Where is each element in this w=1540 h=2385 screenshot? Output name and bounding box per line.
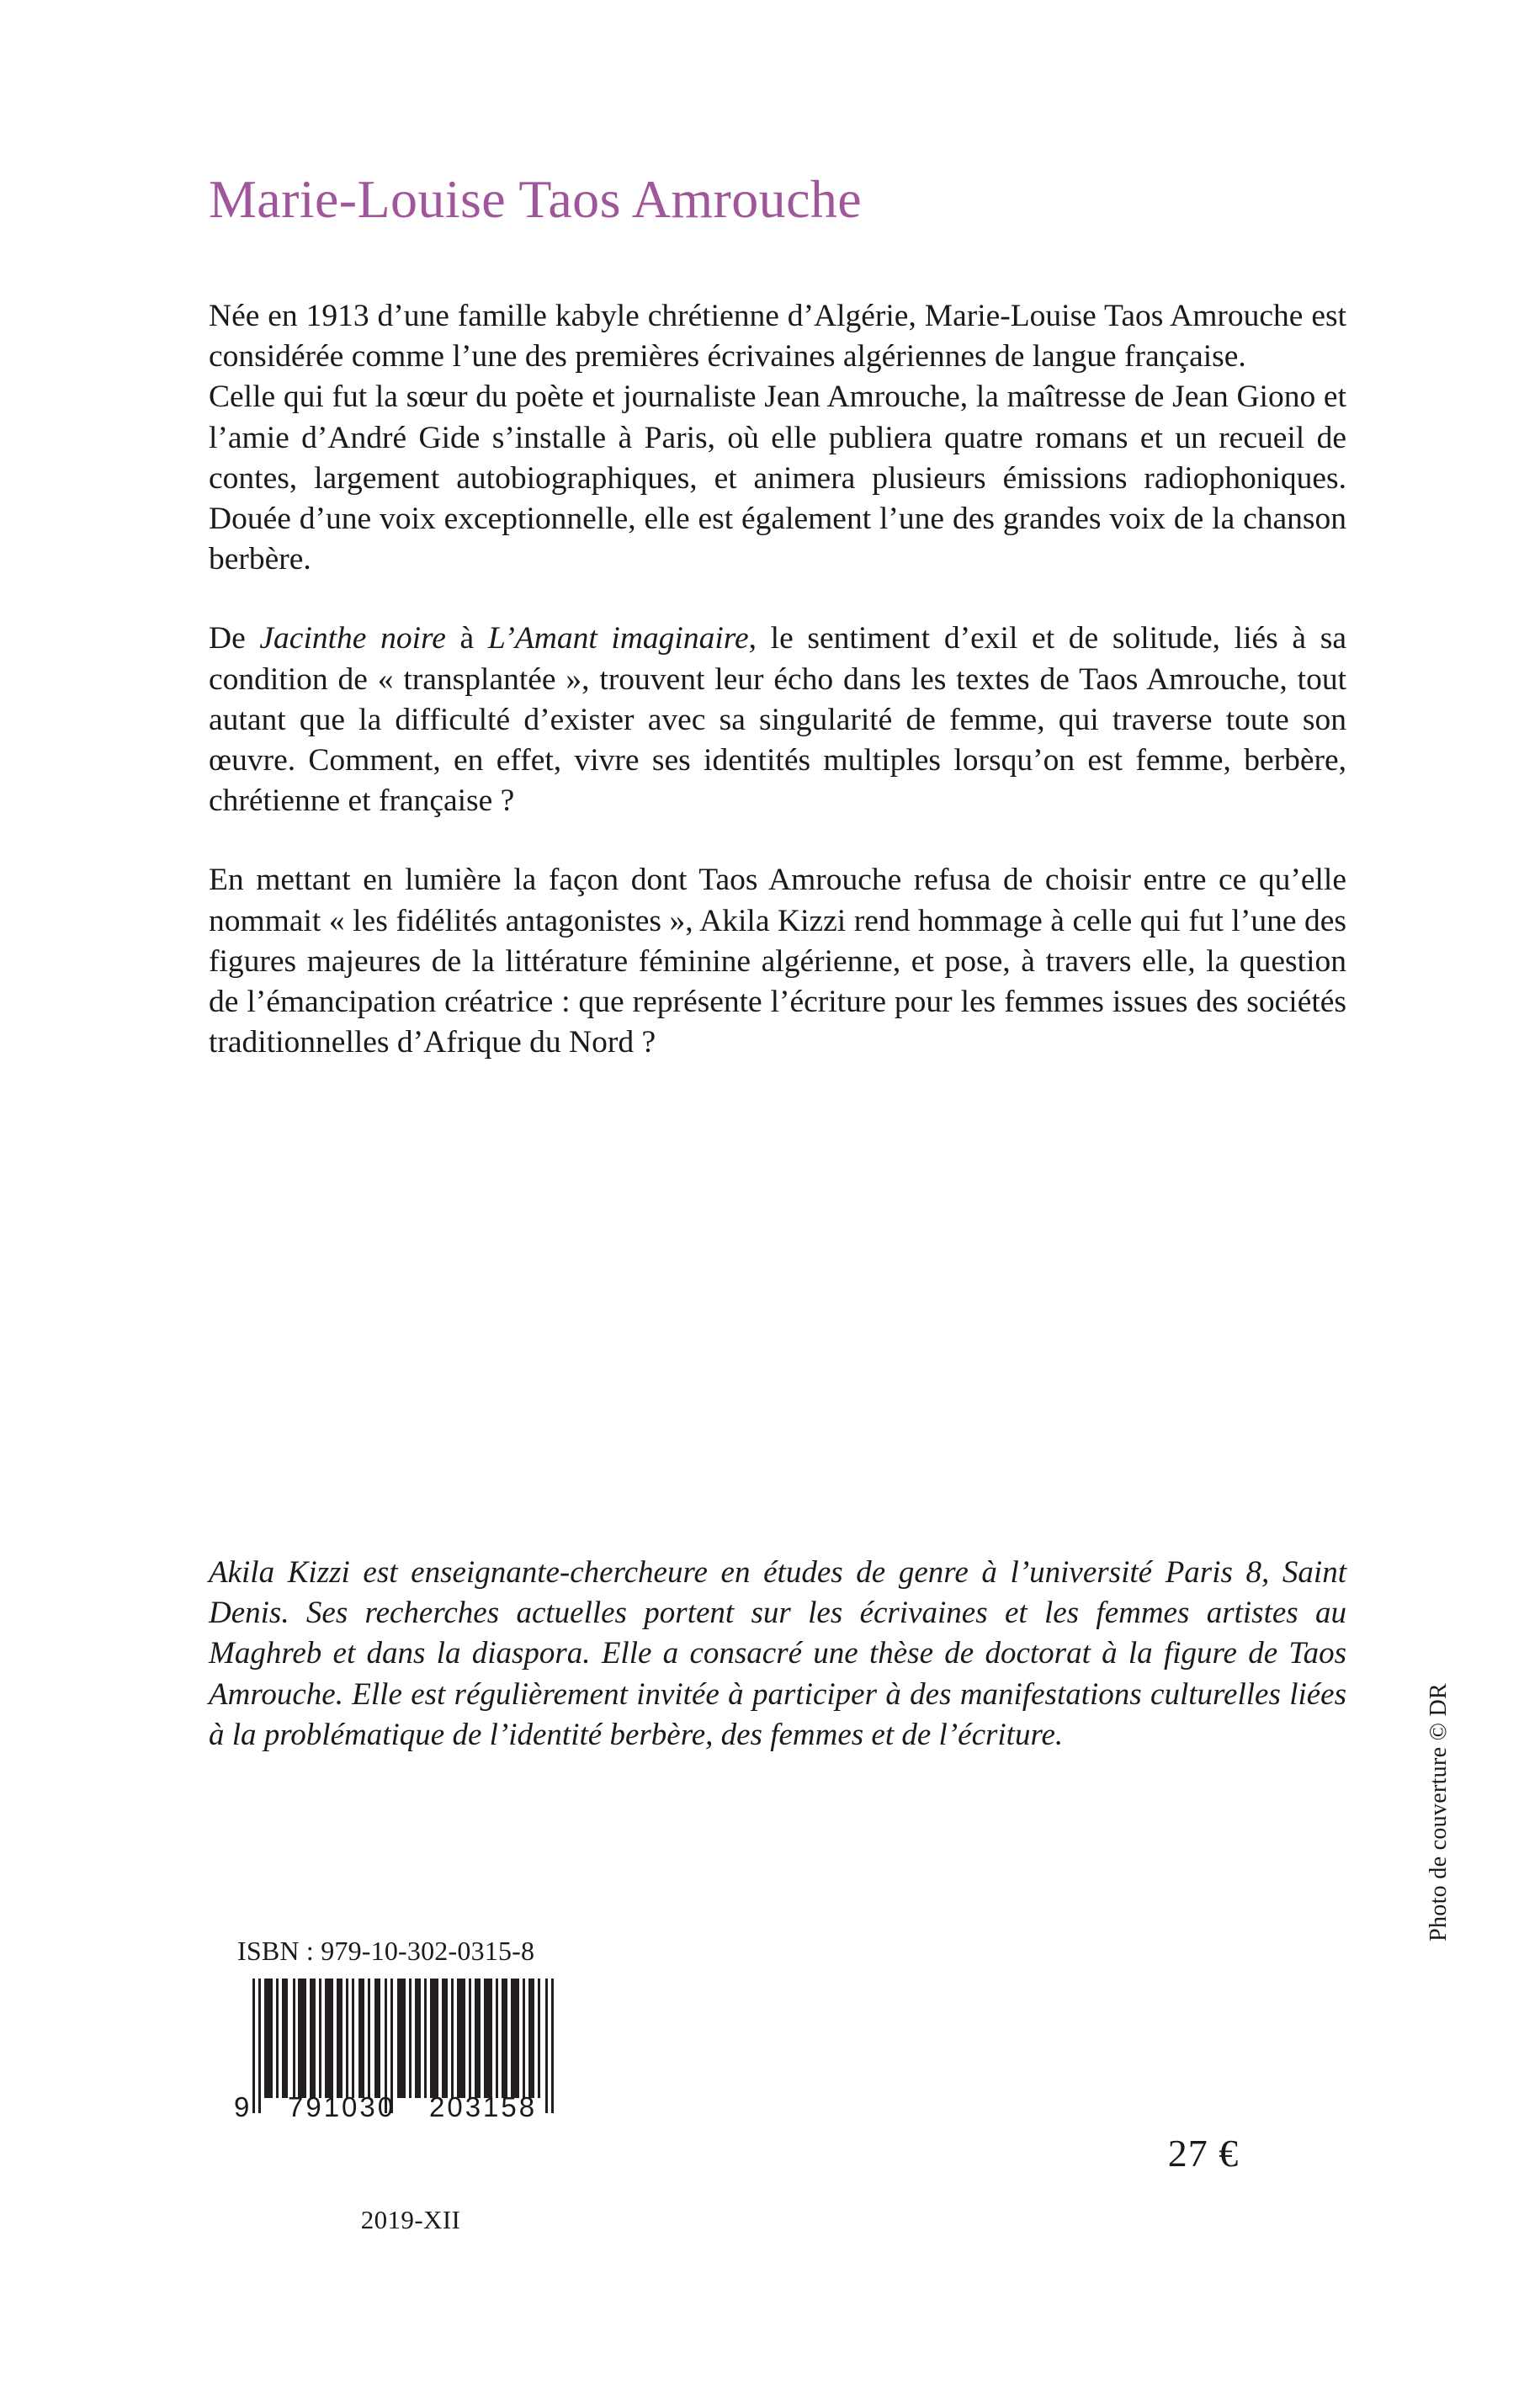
barcode-digits-mid: 791030 (288, 2091, 396, 2122)
page-title: Marie-Louise Taos Amrouche (209, 168, 863, 229)
price: 27 € (1167, 2132, 1240, 2175)
barcode-digits (234, 2090, 574, 2128)
blurb-paragraph-1: Née en 1913 d’une famille kabyle chrétienne d’Algérie, Marie-Louise Taos Amrouche est considérée comme l’une des premières écrivaines algériennes de langue française. (209, 299, 1346, 374)
photo-credit: Photo de couverture © DR (1426, 1683, 1452, 1941)
isbn-barcode-block (234, 1936, 621, 2128)
blurb-paragraph-3-middle: à (445, 621, 488, 656)
author-bio-text: Akila Kizzi est enseignante-chercheure en études de genre à l’université Paris 8, Saint Denis. Ses recherches actuelles portent sur les écrivaines et les femmes artistes au Maghreb et dans la diaspora. Elle a consacré une thèse de doctorat à la figure de Taos Amrouche. Elle est régulièrement invitée à participer à des manifestations culturelles liées à la problématique de l’identité berbère, des femmes et de l’écriture. (209, 1555, 1346, 1752)
blurb-paragraph-3-rest: , le sentiment d’exil et de solitude, liés à sa condition de « transplantée », trouvent leur écho dans les textes de Taos Amrouche, tout autant que la difficulté d’exister avec sa singularité de femme, qui traverse toute son œuvre. Comment, en effet, vivre ses identités multiples lorsqu’on est femme, berbère, chrétienne et française ? (209, 621, 1346, 819)
barcode-digit-left: 9 (234, 2091, 250, 2122)
blurb-paragraph-3-prefix: De (209, 621, 260, 656)
author-bio-block (209, 1553, 1346, 1756)
blurb-text-block (209, 296, 1346, 1063)
blurb-paragraph-4: En mettant en lumière la façon dont Taos Amrouche refusa de choisir entre ce qu’elle nommait « les fidélités antagonistes », Akila Kizzi rend hommage à celle qui fut l’une des figures majeures de la littérature féminine algérienne, et pose, à travers elle, la question de l’émancipation créatrice : que représente l’écriture pour les femmes issues des sociétés traditionnelles d’Afrique du Nord ? (209, 863, 1346, 1060)
barcode-digits-right: 203158 (429, 2091, 538, 2122)
book-title-lamant-imaginaire: L’Amant imaginaire (487, 621, 749, 656)
book-title-jacinthe-noire: Jacinthe noire (259, 621, 446, 656)
isbn-label: ISBN : 979-10-302-0315-8 (237, 1936, 535, 1966)
print-date: 2019-XII (360, 2205, 461, 2234)
blurb-paragraph-3 (209, 619, 1346, 821)
ean13-barcode (234, 1975, 574, 2128)
blurb-paragraph-2: Celle qui fut la sœur du poète et journaliste Jean Amrouche, la maîtresse de Jean Giono et l’amie d’André Gide s’installe à Paris, où elle publiera quatre romans et un recueil de contes, largement autobiographiques, et animera plusieurs émissions radiophoniques. Douée d’une voix exceptionnelle, elle est également l’une des grandes voix de la chanson berbère. (209, 380, 1346, 577)
